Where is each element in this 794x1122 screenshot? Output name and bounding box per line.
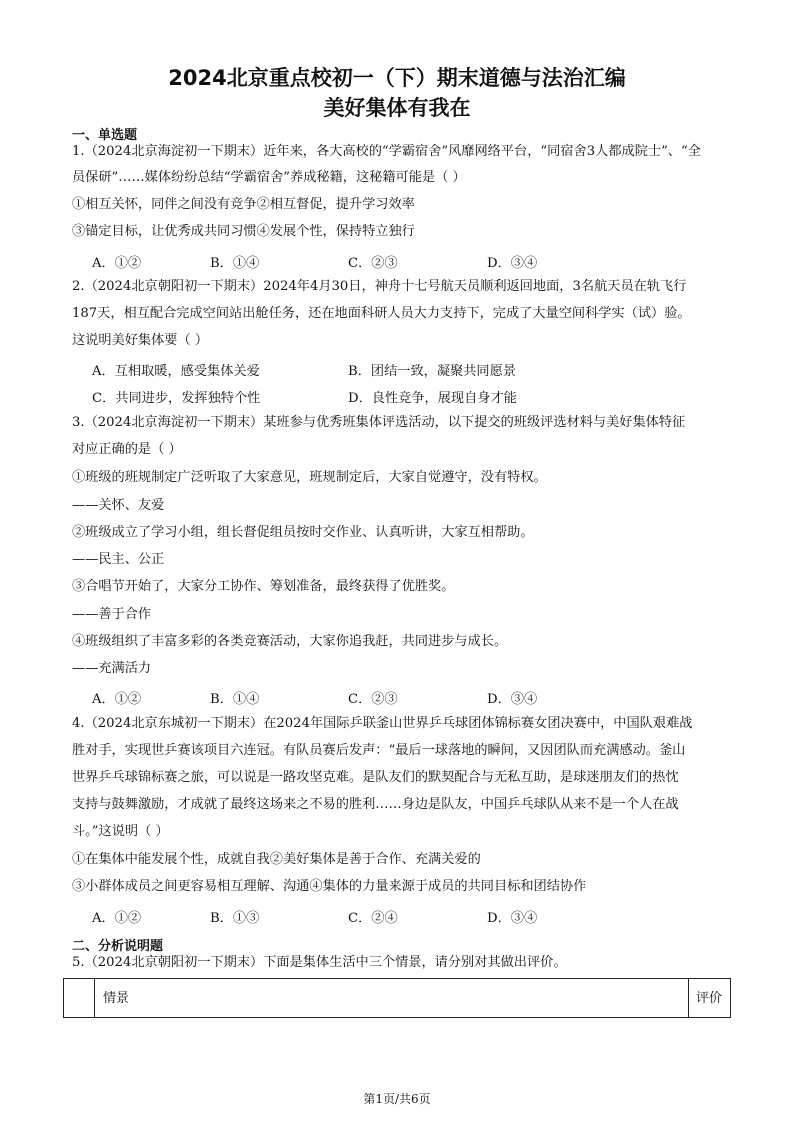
question-4-stem: 胜对手，实现世乒赛该项目六连冠。有队员赛后发声：“最后一球落地的瞬间，又因团队而充满感动。釜山 [72, 743, 686, 758]
question-4-stem: 斗。”这说明（ ） [72, 824, 169, 839]
question-3-material: ④班级组织了丰富多彩的各类竞赛活动，大家你追我赶，共同进步与成长。 [72, 634, 508, 649]
table-index-cell [64, 979, 95, 1017]
question-3-feature: ——善于合作 [72, 607, 152, 622]
question-4-stem: 4.（2024北京东城初一下期末）在2024年国际乒联釜山世界乒乓球团体锦标赛女团决赛中，中国队艰难战 [72, 716, 693, 731]
question-3-feature: ——民主、公正 [72, 552, 165, 567]
question-1-stem: 1.（2024北京海淀初一下期末）近年来，各大高校的“学霸宿舍”风靡网络平台，“同宿舍3人都成院士”、“全 [72, 144, 701, 159]
question-4-stem: 世界乒乓球锦标赛之旅，可以说是一路攻坚克难。是队友们的默契配合与无私互助，是球迷朋友们的热忱 [72, 770, 679, 785]
page-number: 第1页/共6页 [363, 1092, 431, 1106]
question-1-statement: ①相互关怀，同伴之间没有竞争②相互督促，提升学习效率 [72, 197, 415, 212]
question-2-option-d[interactable]: D．良性竞争，展现自身才能 [348, 391, 517, 406]
question-3-stem: 3.（2024北京海淀初一下期末）某班参与优秀班集体评选活动，以下提交的班级评选材料与美好集体特征 [72, 415, 686, 430]
question-2-option-a[interactable]: A．互相取暖，感受集体关爱 [92, 364, 260, 379]
question-4-option-d[interactable]: D．③④ [487, 911, 538, 926]
scenario-table [63, 978, 731, 1018]
question-1-option-b[interactable]: B．①④ [210, 256, 260, 271]
question-3-feature: ——充满活力 [72, 661, 152, 676]
question-1-option-a[interactable]: A．①② [92, 256, 142, 271]
question-1-statement: ③锚定目标，让优秀成共同习惯④发展个性，保持特立独行 [72, 224, 415, 239]
question-4-option-c[interactable]: C．②④ [348, 911, 398, 926]
question-1-stem: 员保研”……媒体纷纷总结“学霸宿舍”养成秘籍，这秘籍可能是（ ） [72, 170, 466, 185]
document-subtitle: 美好集体有我在 [323, 96, 471, 120]
section-heading-analysis: 二、分析说明题 [72, 939, 164, 954]
question-2-option-b[interactable]: B．团结一致，凝聚共同愿景 [348, 364, 516, 379]
question-4-option-b[interactable]: B．①③ [210, 911, 260, 926]
question-4-stem: 支持与鼓舞激励，才成就了最终这场来之不易的胜利……身边是队友，中国乒乓球队从来不是一个人在战 [72, 797, 679, 812]
question-2-stem: 187天，相互配合完成空间站出舱任务，还在地面科研人员大力支持下，完成了大量空间科学实（试）验。 [72, 306, 691, 321]
question-3-material: ①班级的班规制定广泛听取了大家意见，班规制定后，大家自觉遵守，没有特权。 [72, 470, 547, 485]
question-1-option-c[interactable]: C．②③ [348, 256, 398, 271]
question-3-option-d[interactable]: D．③④ [487, 692, 538, 707]
question-2-option-c[interactable]: C．共同进步，发挥独特个性 [92, 391, 261, 406]
question-4-statement: ①在集体中能发展个性，成就自我②美好集体是善于合作、充满关爱的 [72, 852, 481, 867]
question-3-stem: 对应正确的是（ ） [72, 442, 182, 457]
section-heading-single-choice: 一、单选题 [72, 128, 138, 143]
question-3-material: ③合唱节开始了，大家分工协作、筹划准备，最终获得了优胜奖。 [72, 579, 455, 594]
question-3-option-b[interactable]: B．①④ [210, 692, 260, 707]
question-3-material: ②班级成立了学习小组，组长督促组员按时交作业、认真听讲，大家互相帮助。 [72, 525, 534, 540]
table-header-scenario: 情景 [103, 991, 130, 1006]
question-2-stem: 这说明美好集体要（ ） [72, 333, 209, 348]
question-3-feature: ——关怀、友爱 [72, 498, 165, 513]
question-2-stem: 2.（2024北京朝阳初一下期末）2024年4月30日，神舟十七号航天员顺利返回地面，3名航天员在轨飞行 [72, 279, 687, 294]
question-1-option-d[interactable]: D．③④ [487, 256, 538, 271]
question-3-option-a[interactable]: A．①② [92, 692, 142, 707]
question-5-stem: 5.（2024北京朝阳初一下期末）下面是集体生活中三个情景，请分别对其做出评价。 [72, 955, 567, 970]
document-title: 2024北京重点校初一（下）期末道德与法治汇编 [168, 66, 626, 90]
question-3-option-c[interactable]: C．②③ [348, 692, 398, 707]
question-4-option-a[interactable]: A．①② [92, 911, 142, 926]
table-header-evaluation: 评价 [688, 979, 730, 1017]
question-4-statement: ③小群体成员之间更容易相互理解、沟通④集体的力量来源于成员的共同目标和团结协作 [72, 879, 587, 894]
